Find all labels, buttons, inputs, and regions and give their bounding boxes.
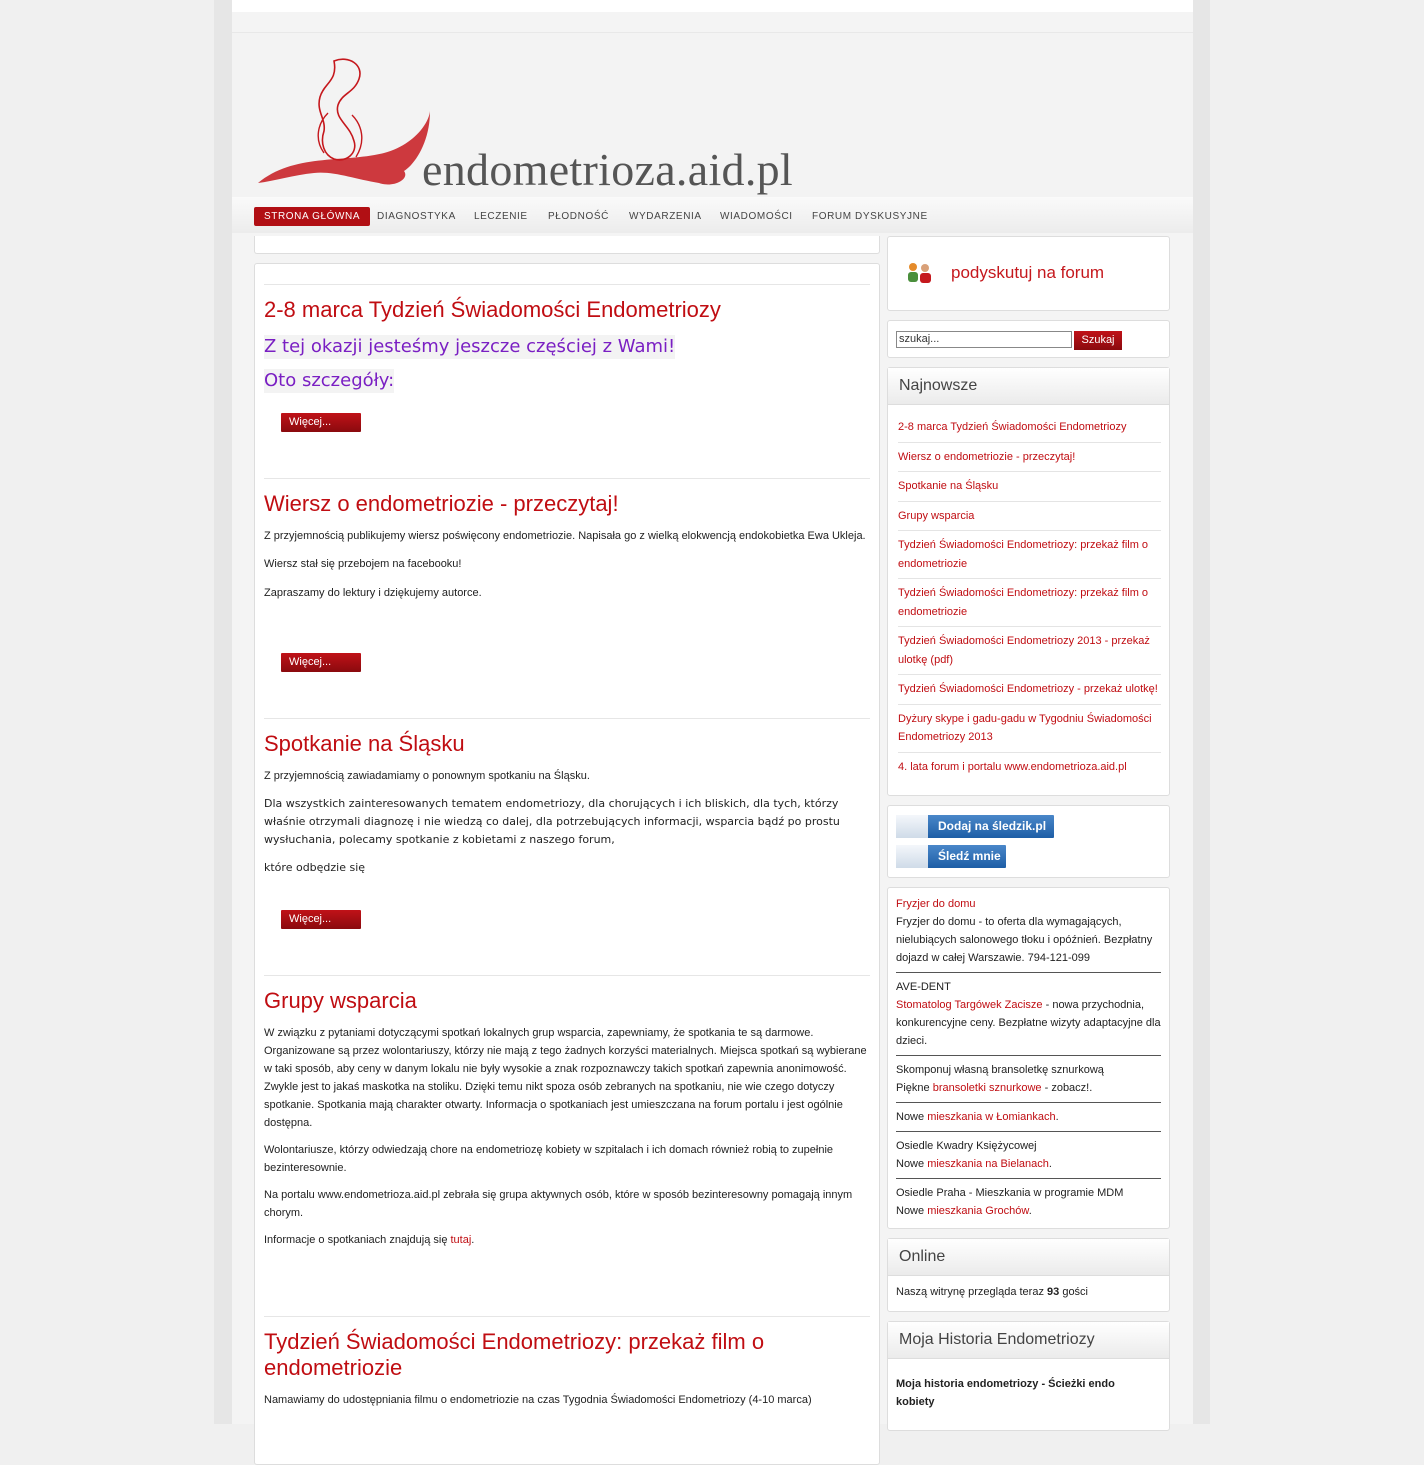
ad-link[interactable]: mieszkania Grochów	[927, 1205, 1029, 1217]
nav-news[interactable]: WIADOMOŚCI	[720, 211, 793, 222]
ad-text: .	[1028, 1205, 1032, 1217]
article	[264, 1316, 870, 1409]
ad-text: Nowe	[896, 1111, 928, 1123]
read-more-button[interactable]: Więcej...	[281, 413, 361, 432]
latest-link[interactable]: Tydzień Świadomości Endometriozy 2013 - przekaż ulotkę (pdf)	[898, 635, 1150, 666]
ad-block	[896, 1132, 1161, 1179]
ad-link[interactable]: Fryzjer do domu	[896, 898, 976, 910]
ad-link[interactable]: bransoletki sznurkowe	[932, 1082, 1042, 1094]
ad-block	[896, 1103, 1161, 1132]
ad-heading: Skomponuj własną bransoletkę sznurkową	[896, 1064, 1104, 1076]
ad-text: Nowe	[896, 1158, 928, 1170]
ad-block	[896, 1056, 1161, 1103]
article-paragraph: Dla wszystkich zainteresowanych tematem endometriozy, dla chorujących i ich bliskich, dla tych, którzy właśnie otrzymali diagnozę i nie wiedzą co dalej, dla potrzebujących informacji, wsparcia bądź po prostu wysłuchania, polecamy spotkanie z kobietami z naszego forum,	[264, 797, 840, 846]
ad-text: .	[1055, 1111, 1059, 1123]
history-text[interactable]: Moja historia endometriozy - Ścieżki endo kobiety	[896, 1378, 1115, 1408]
separator	[264, 284, 870, 285]
nav-diagnostics[interactable]: DIAGNOSTYKA	[377, 211, 456, 222]
ads-box	[887, 887, 1170, 1229]
nav-treatment[interactable]: LECZENIE	[474, 211, 528, 222]
search-button[interactable]: Szukaj	[1074, 331, 1122, 350]
fish-icon	[896, 815, 928, 838]
article-highlight: Z tej okazji jesteśmy jeszcze częściej z Wami!	[264, 336, 676, 357]
latest-link[interactable]: Tydzień Świadomości Endometriozy: przekaż film o endometriozie	[898, 539, 1149, 570]
article-paragraph: Namawiamy do udostępniania filmu o endometriozie na czas Tygodnia Świadomości Endometriozy (4-10 marca)	[264, 1394, 812, 1406]
article-title[interactable]: Wiersz o endometriozie - przeczytaj!	[264, 491, 619, 516]
online-box	[887, 1238, 1170, 1312]
latest-box	[887, 367, 1170, 796]
article	[264, 478, 870, 602]
online-pre: Naszą witrynę przegląda teraz	[896, 1286, 1048, 1298]
list-item	[898, 443, 1161, 473]
logo-text[interactable]: endometrioza.aid.pl	[422, 144, 794, 195]
latest-link[interactable]: Spotkanie na Śląsku	[898, 480, 999, 492]
read-more-button[interactable]: Więcej...	[281, 910, 361, 929]
article-paragraph: Na portalu www.endometrioza.aid.pl zebrała się grupa aktywnych osób, które w sposób bezinteresowny pomagają innym chorym.	[264, 1189, 853, 1219]
list-item	[898, 502, 1161, 532]
online-post: gości	[1059, 1286, 1089, 1298]
article-paragraph	[264, 1231, 870, 1249]
sledzik-add-button[interactable]	[896, 815, 1054, 838]
list-item	[898, 705, 1161, 753]
nav-forum[interactable]: FORUM DYSKUSYJNE	[812, 211, 928, 222]
logo-woman-icon[interactable]	[254, 53, 434, 193]
online-title: Online	[888, 1239, 1169, 1276]
article-title[interactable]: Grupy wsparcia	[264, 988, 417, 1013]
ad-heading: AVE-DENT	[896, 981, 951, 993]
ad-text: .	[1048, 1158, 1052, 1170]
history-box	[887, 1321, 1170, 1431]
article	[264, 975, 870, 1249]
main-nav	[232, 197, 1193, 233]
article	[264, 284, 870, 393]
page	[232, 0, 1193, 1424]
header	[232, 32, 1193, 198]
meetings-link[interactable]: tutaj	[450, 1234, 472, 1246]
latest-link[interactable]: 2-8 marca Tydzień Świadomości Endometriozy	[898, 421, 1127, 433]
article-paragraph: Zapraszamy do lektury i dziękujemy autorce.	[264, 587, 482, 599]
separator	[264, 718, 870, 719]
ad-link[interactable]: Stomatolog Targówek Zacisze	[896, 999, 1043, 1011]
ad-block	[896, 1179, 1161, 1225]
list-item	[898, 579, 1161, 627]
sledzik-follow-label: Śledź mnie	[938, 849, 1001, 863]
ad-text: - nowa przychodnia, konkurencyjne ceny. Bezpłatne wizyty adaptacyjne dla dzieci.	[896, 999, 1161, 1047]
separator	[264, 478, 870, 479]
latest-link[interactable]: Tydzień Świadomości Endometriozy - przekaż ulotkę!	[898, 683, 1158, 695]
online-text	[888, 1276, 1169, 1298]
article-highlight: Oto szczegóły:	[264, 370, 395, 391]
nav-events[interactable]: WYDARZENIA	[629, 211, 702, 222]
sledzik-box	[887, 805, 1170, 878]
ad-link[interactable]: mieszkania na Bielanach	[927, 1158, 1049, 1170]
search-box	[887, 320, 1170, 358]
list-item	[898, 531, 1161, 579]
ad-text: Nowe	[896, 1205, 928, 1217]
article-paragraph: Wiersz stał się przebojem na facebooku!	[264, 558, 462, 570]
search-input[interactable]: szukaj...	[896, 331, 1072, 348]
ad-heading: Osiedle Praha - Mieszkania w programie MDM	[896, 1187, 1124, 1199]
online-count: 93	[1047, 1286, 1060, 1298]
article	[264, 718, 870, 877]
sledzik-follow-button[interactable]	[896, 845, 1006, 868]
list-item	[898, 472, 1161, 502]
people-icon	[906, 261, 934, 285]
article-title[interactable]: Spotkanie na Śląsku	[264, 731, 465, 756]
latest-link[interactable]: Grupy wsparcia	[898, 509, 975, 522]
top-bar	[232, 0, 1193, 12]
ad-text: Fryzjer do domu - to oferta dla wymagających, nielubiących salonowego tłoku i opóźnień. Bezpłatny dojazd w całej Warszawie. 794-121-099	[896, 916, 1153, 964]
latest-link[interactable]: Wiersz o endometriozie - przeczytaj!	[898, 450, 1076, 463]
article-paragraph: Wolontariusze, którzy odwiedzają chore na endometriozę kobiety w szpitalach i ich domach również robią to zupełnie bezinteresownie.	[264, 1144, 834, 1174]
latest-list	[888, 405, 1169, 781]
latest-title: Najnowsze	[888, 368, 1169, 405]
latest-link[interactable]: 4. lata forum i portalu www.endometrioza.aid.pl	[898, 760, 1127, 773]
info-end: .	[471, 1234, 475, 1246]
list-item	[898, 753, 1161, 782]
main-content	[254, 263, 880, 1465]
ad-link[interactable]: mieszkania w Łomiankach	[927, 1111, 1056, 1123]
sledzik-add-label: Dodaj na śledzik.pl	[938, 819, 1047, 833]
article-paragraph: Z przyjemnością zawiadamiamy o ponownym spotkaniu na Śląsku.	[264, 770, 590, 782]
content-top-panel	[254, 236, 880, 254]
article-title[interactable]: Tydzień Świadomości Endometriozy: przekaż film o endometriozie	[264, 1329, 765, 1380]
separator	[264, 1316, 870, 1317]
article-paragraph: Z przyjemnością publikujemy wiersz poświęcony endometriozie. Napisała go z wielką elokwencją endokobietka Ewa Ukleja.	[264, 530, 866, 542]
forum-banner-text[interactable]: podyskutuj na forum	[951, 263, 1105, 282]
article-paragraph: które odbędzie się	[264, 861, 366, 874]
ad-block	[896, 973, 1161, 1056]
read-more-button[interactable]: Więcej...	[281, 653, 361, 672]
article-title[interactable]: 2-8 marca Tydzień Świadomości Endometriozy	[264, 297, 721, 322]
latest-link[interactable]: Dyżury skype i gadu-gadu w Tygodniu Świadomości Endometriozy 2013	[898, 712, 1152, 743]
ad-heading: Osiedle Kwadry Księżycowej	[896, 1140, 1037, 1152]
ad-block	[896, 890, 1161, 973]
latest-link[interactable]: Tydzień Świadomości Endometriozy: przekaż film o endometriozie	[898, 587, 1149, 618]
list-item	[898, 627, 1161, 675]
fish-icon	[896, 845, 928, 868]
separator	[264, 975, 870, 976]
history-title: Moja Historia Endometriozy	[888, 1322, 1169, 1359]
info-text: Informacje o spotkaniach znajdują się	[264, 1234, 451, 1246]
ad-text: - zobacz!.	[1041, 1082, 1093, 1094]
ad-text: Piękne	[896, 1082, 933, 1094]
nav-fertility[interactable]: PŁODNOŚĆ	[548, 211, 609, 222]
nav-home[interactable]: STRONA GŁÓWNA	[254, 207, 370, 226]
list-item	[898, 675, 1161, 705]
forum-banner[interactable]	[887, 236, 1170, 311]
article-paragraph: W związku z pytaniami dotyczącymi spotkań lokalnych grup wsparcia, zapewniamy, że spotkania te są darmowe. Organizowane są przez wolontariuszy, którzy nie mają z tego żadnych korzyści materialnych. Miejsca spotkań są wybierane w taki sposób, aby ceny w danym lokalu nie były wysokie a znak rozpoznawczy takich spotkań zapewnia anonimowość. Zwykle jest to jakaś maskotka na stoliku. Dzięki temu nikt spoza osób zebranych na spotkaniu, nie wie czego dotyczy spotkanie. Spotkania mają charakter otwarty. Informacja o spotkaniach jest umieszczana na forum portalu i jest ogólnie dostępna.	[264, 1027, 867, 1129]
list-item	[898, 413, 1161, 443]
